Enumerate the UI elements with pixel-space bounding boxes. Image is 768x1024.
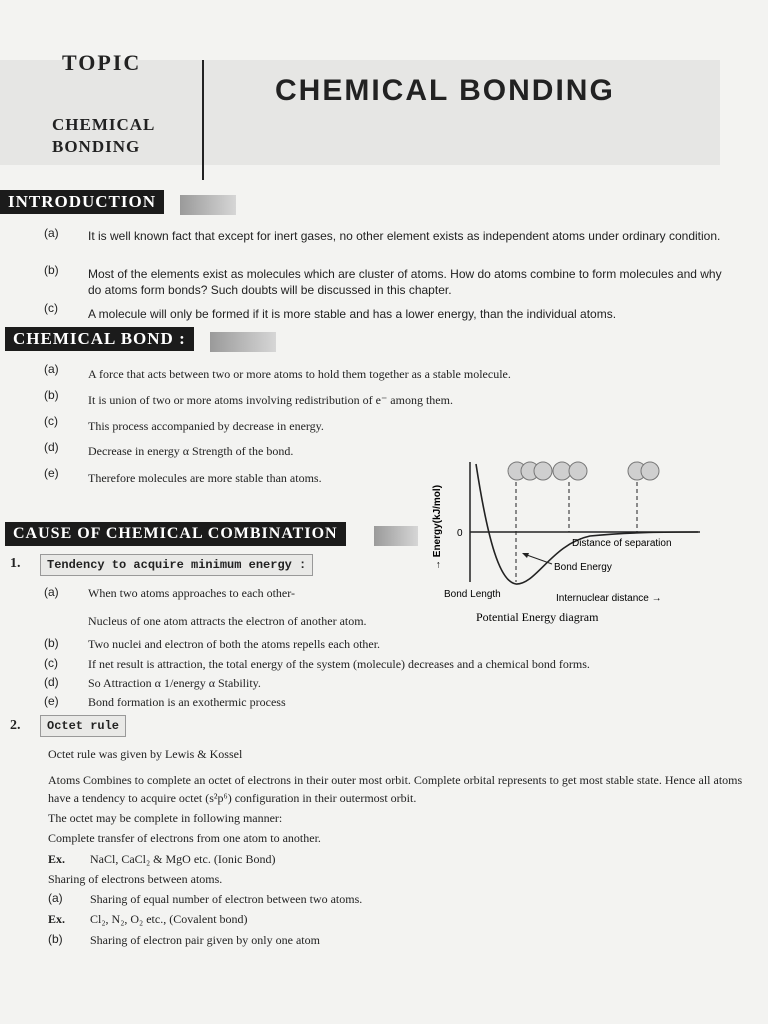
atom-pair-far [628,462,659,480]
paragraph: The octet may be complete in following manner: [48,811,283,825]
atom-pair-mid [553,462,587,480]
diagram-caption: Potential Energy diagram [476,610,599,624]
page-title: CHEMICAL BONDING [275,74,615,107]
section-heading-introduction: INTRODUCTION [0,190,164,214]
list-label: (b) [44,388,59,402]
subsection-title: Octet rule [40,715,126,737]
list-label: (e) [44,466,59,480]
heading-shade [374,526,418,546]
list-item: So Attraction α 1/energy α Stability. [88,676,261,690]
internuclear-label: Internuclear distance → [556,593,662,604]
list-label: (a) [44,585,59,599]
header-divider [202,60,204,180]
list-item: A molecule will only be formed if it is more stable and has a lower energy, than the individual atoms. [88,307,617,321]
y-axis-label: → Energy(kJ/mol) [432,484,443,570]
list-label: (c) [44,301,58,315]
list-label: (a) [44,362,59,376]
example-label: Ex. [48,852,66,866]
list-item: Two nuclei and electron of both the atoms repells each other. [88,637,381,651]
subsection-number: 1. [10,556,21,571]
list-label: (b) [44,263,59,277]
example-label: Ex. [48,912,66,926]
list-label: (c) [44,656,58,670]
bond-energy-arrow [524,554,552,564]
list-label: (a) [44,226,59,240]
list-item: Most of the elements exist as molecules which are cluster of atoms. How do atoms combine to form molecules and why do atoms form bonds? Such doubts will be discussed in this chapter. [88,267,722,297]
list-label: (e) [44,694,59,708]
list-item: When two atoms approaches to each other- [88,586,296,600]
list-item: It is well known fact that except for inert gases, no other element exists as independent atoms under ordinary condition. [88,229,721,243]
section-heading-cause: CAUSE OF CHEMICAL COMBINATION [5,522,346,546]
list-item: Bond formation is an exothermic process [88,695,286,709]
zero-label: 0 [457,528,463,539]
list-label: (a) [48,891,63,905]
list-item: It is union of two or more atoms involving redistribution of e⁻ among them. [88,393,453,407]
list-item: If net result is attraction, the total energy of the system (molecule) decreases and a chemical bond forms. [88,657,590,671]
list-item: Nucleus of one atom attracts the electron of another atom. [88,614,367,628]
potential-energy-diagram [430,452,720,632]
example-text: NaCl, CaCl₂ & MgO etc. (Ionic Bond) [90,852,276,866]
list-label: (b) [44,636,59,650]
list-label: (c) [44,414,58,428]
list-item: Decrease in energy α Strength of the bond. [88,444,294,458]
distance-label: Distance of separation [572,538,672,549]
bond-energy-label: Bond Energy [554,562,612,573]
list-label: (d) [44,675,59,689]
atom-pair-near [508,462,552,480]
example-text: Cl₂, N₂, O₂ etc., (Covalent bond) [90,912,248,926]
list-item: Sharing of electron pair given by only one atom [90,933,320,947]
paragraph: Atoms Combines to complete an octet of electrons in their outer most orbit. Complete orbital represents to get most stable state. Hence all atoms have a tendency to acquire octet (s²p⁶) configuration in their outermost orbit. [48,773,743,805]
paragraph: Octet rule was given by Lewis & Kossel [48,747,243,761]
arrowhead [522,553,529,558]
subsection-title: Tendency to acquire minimum energy : [40,554,313,576]
side-title: CHEMICAL BONDING [52,115,156,156]
bond-length-label: Bond Length [444,589,501,600]
list-label: (d) [44,440,59,454]
topic-label: TOPIC [62,50,142,70]
heading-shade [210,332,276,352]
section-heading-chemical-bond: CHEMICAL BOND : [5,327,194,351]
list-item: Sharing of equal number of electron between two atoms. [90,892,363,906]
list-item: Therefore molecules are more stable than atoms. [88,471,322,485]
list-item: This process accompanied by decrease in energy. [88,419,324,433]
list-item: A force that acts between two or more atoms to hold them together as a stable molecule. [88,367,511,381]
paragraph: Complete transfer of electrons from one atom to another. [48,831,321,845]
list-label: (b) [48,932,63,946]
paragraph: Sharing of electrons between atoms. [48,872,223,886]
subsection-number: 2. [10,718,21,733]
heading-shade [180,195,236,215]
